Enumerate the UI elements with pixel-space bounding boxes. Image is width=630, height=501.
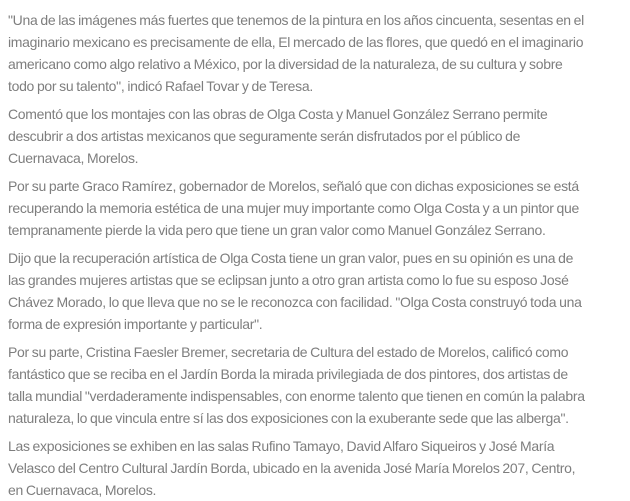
text-line: las grandes mujeres artistas que se eclipsan junto a otro gran artista como lo fue su esposo José	[8, 272, 569, 288]
text-line: Dijo que la recuperación artística de Olga Costa tiene un gran valor, pues en su opinión es una de	[8, 250, 574, 266]
text-line: forma de expresión importante y particular".	[8, 316, 263, 332]
text-line: tempranamente pierde la vida pero que tiene un gran valor como Manuel González Serrano.	[8, 222, 546, 238]
article-body	[8, 9, 626, 501]
text-line: talla mundial "verdaderamente indispensables, con enorme talento que tienen en común la palabra	[8, 388, 585, 404]
paragraph	[8, 9, 626, 97]
text-line: Las exposiciones se exhiben en las salas Rufino Tamayo, David Alfaro Siqueiros y José María	[8, 438, 555, 454]
text-line: fantástico que se reciba en el Jardín Borda la mirada privilegiada de dos pintores, dos artistas de	[8, 366, 568, 382]
paragraph	[8, 247, 626, 335]
text-line: "Una de las imágenes más fuertes que tenemos de la pintura en los años cincuenta, sesentas en el	[8, 12, 584, 28]
text-line: Chávez Morado, lo que lleva que no se le reconozca con facilidad. "Olga Costa construyó toda una	[8, 294, 582, 310]
paragraph	[8, 175, 626, 241]
paragraph	[8, 103, 626, 169]
text-line: Comentó que los montajes con las obras de Olga Costa y Manuel González Serrano permite	[8, 106, 548, 122]
text-line: todo por su talento", indicó Rafael Tovar y de Teresa.	[8, 78, 313, 94]
text-line: Velasco del Centro Cultural Jardín Borda, ubicado en la avenida José María Morelos 207, Centro,	[8, 460, 576, 476]
paragraph	[8, 341, 626, 429]
text-line: americano como algo relativo a México, por la diversidad de la naturaleza, de su cultura y sobre	[8, 56, 563, 72]
text-line: recuperando la memoria estética de una mujer muy importante como Olga Costa y a un pintor que	[8, 200, 579, 216]
text-line: descubrir a dos artistas mexicanos que seguramente serán disfrutados por el público de	[8, 128, 521, 144]
text-line: Cuernavaca, Morelos.	[8, 150, 139, 166]
text-line: imaginario mexicano es precisamente de ella, El mercado de las flores, que quedó en el imaginario	[8, 34, 584, 50]
paragraph	[8, 435, 626, 501]
text-line: Por su parte Graco Ramírez, gobernador de Morelos, señaló que con dichas exposiciones se está	[8, 178, 579, 194]
text-line: en Cuernavaca, Morelos.	[8, 482, 157, 498]
text-line: Por su parte, Cristina Faesler Bremer, secretaria de Cultura del estado de Morelos, calificó como	[8, 344, 569, 360]
text-line: naturaleza, lo que vincula entre sí las dos exposiciones con la exuberante sede que las alberga".	[8, 410, 569, 426]
